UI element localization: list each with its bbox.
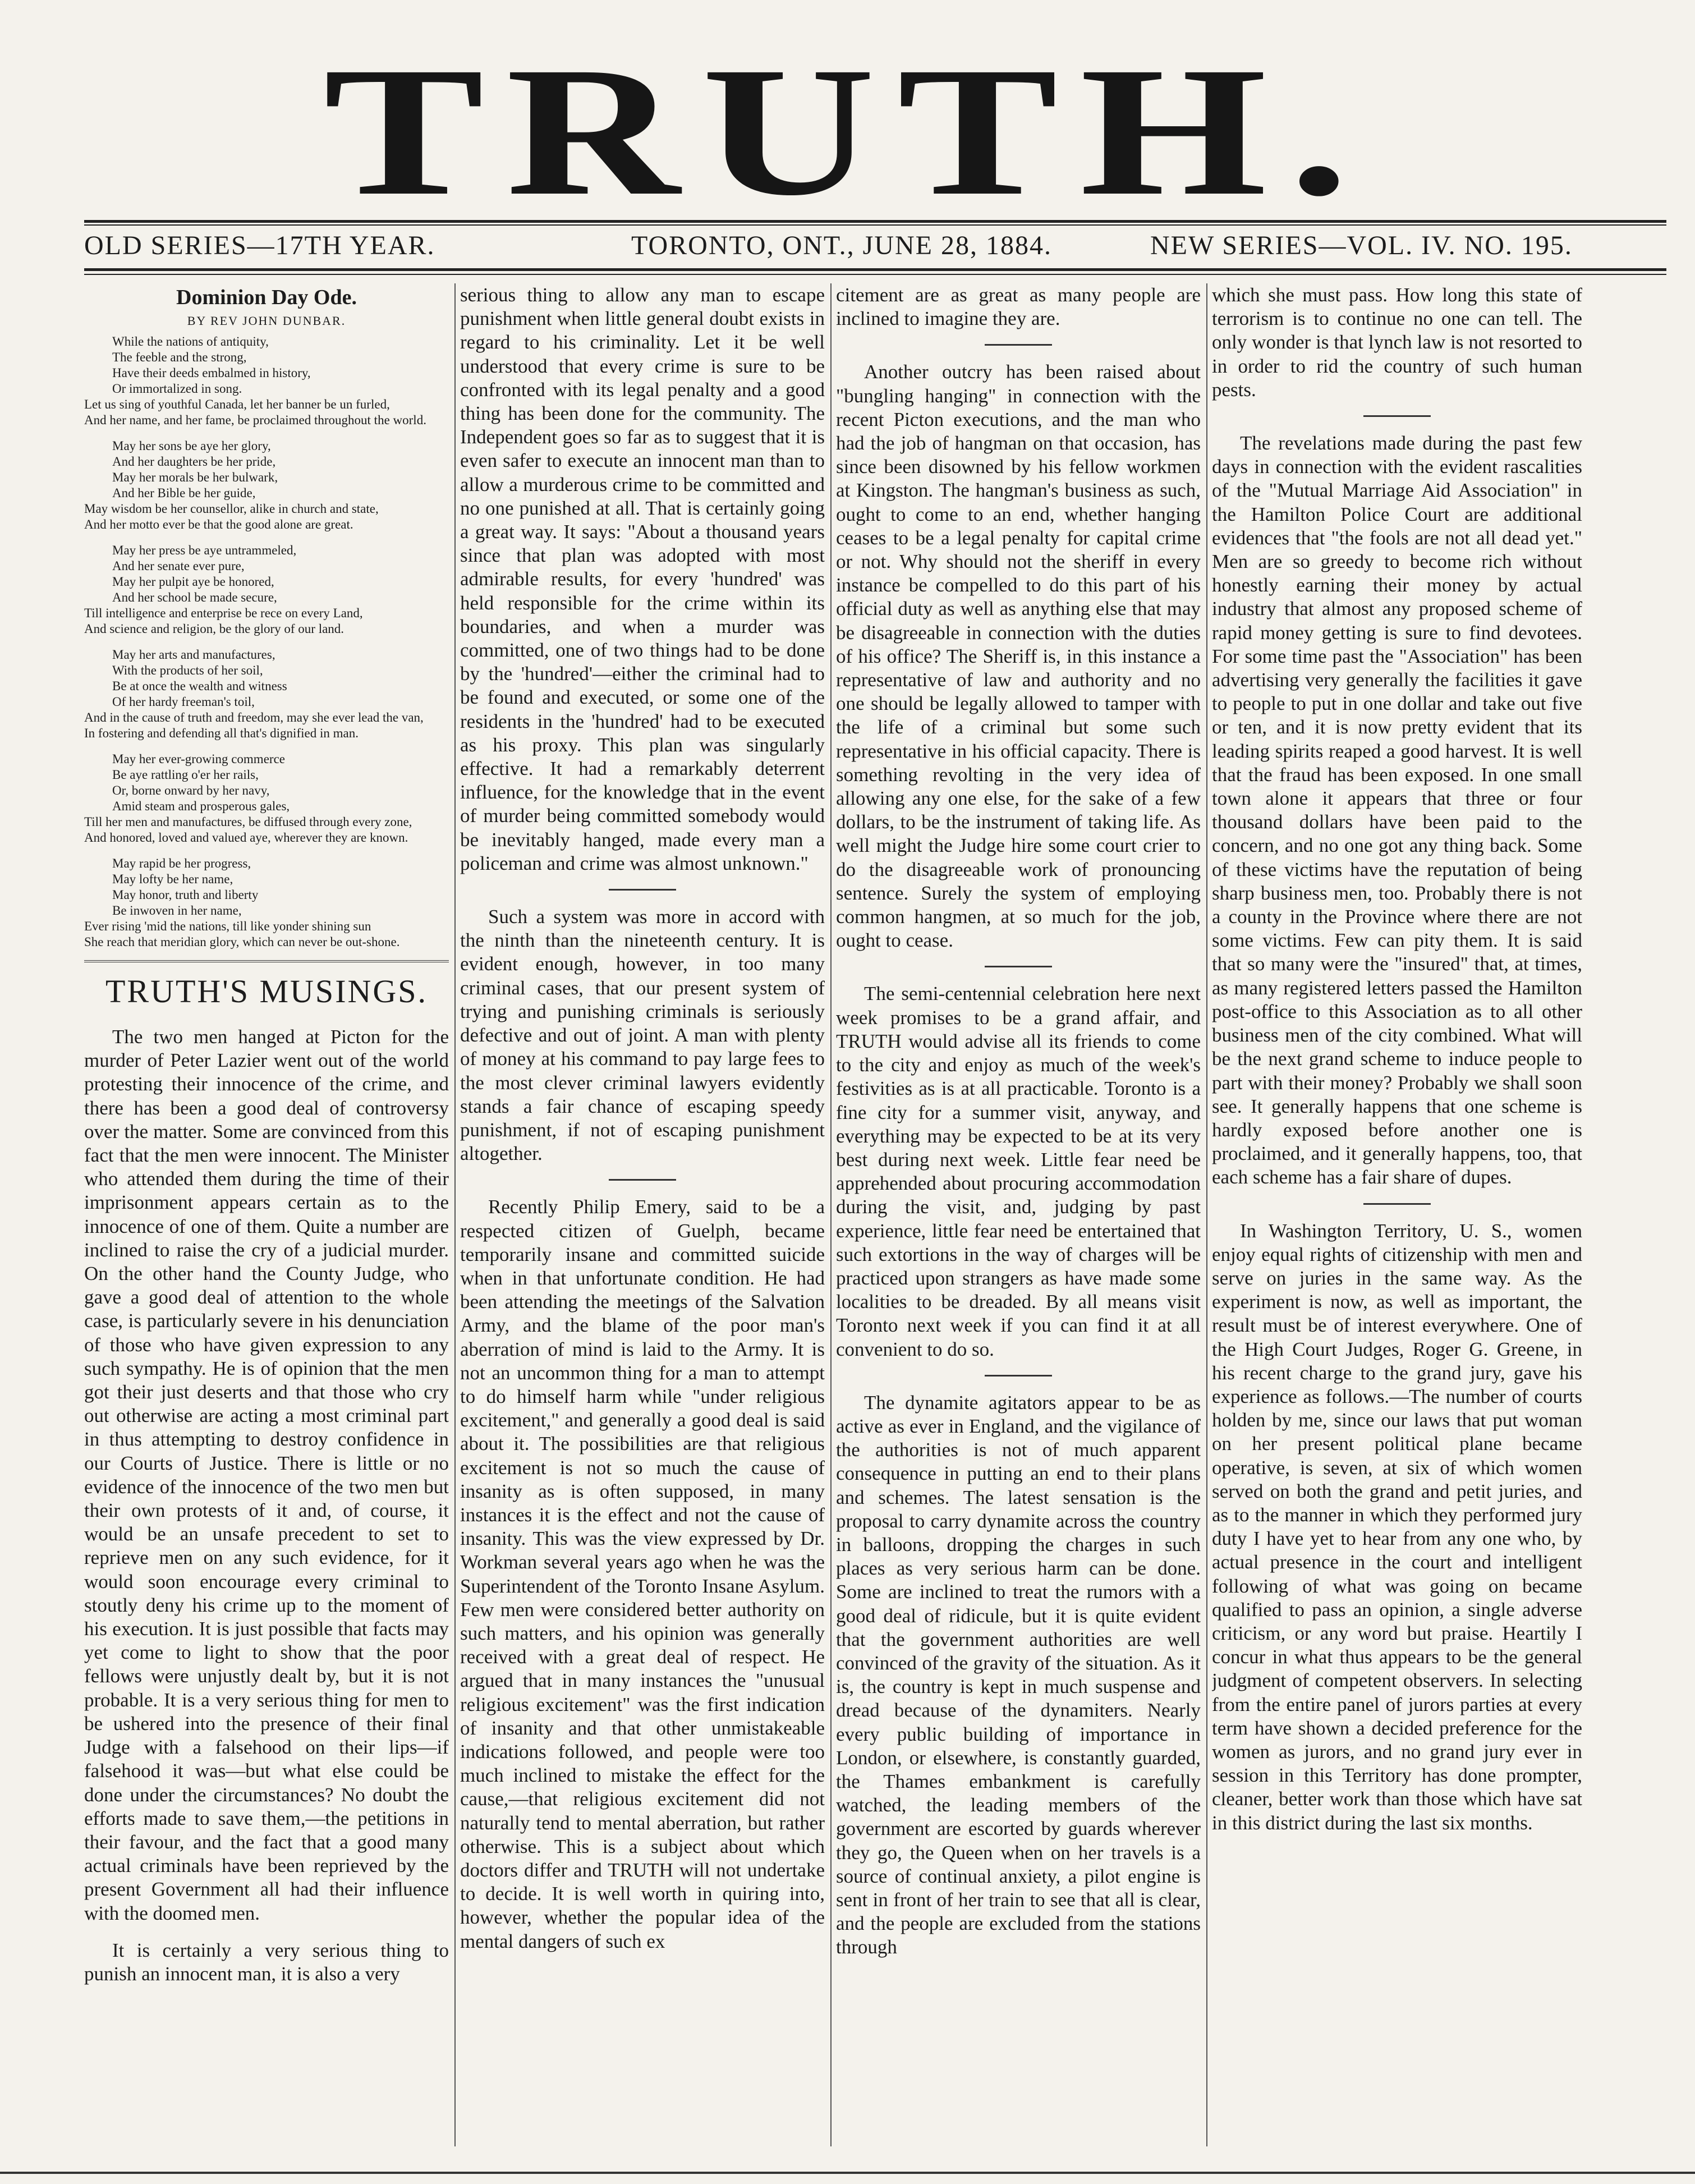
poem-line: While the nations of antiquity, — [112, 334, 269, 348]
poem-stanza — [84, 751, 449, 846]
poem-line: The feeble and the strong, — [112, 350, 247, 364]
article-paragraph: The dynamite agitators appear to be as active as ever in England, and the vigilance of the authorities is not of much apparent consequence in putting an end to their plans and schemes. The latest sensation is the proposal to carry dynamite across the country in balloons, dropping the charges in such places as very serious harm can be done. Some are inclined to treat the rumors with a good deal of ridicule, but it is quite evident that the government authorities are well convinced of the gravity of the situation. As it is, the country is kept in much suspense and dread because of the dynamiters. Nearly every public building of importance in London, or elsewhere, is constantly guarded, the Thames embankment is carefully watched, the leading members of the government are escorted by guards wherever they go, the Queen when on her travels is a source of continual anxiety, a pilot engine is sent in front of her train to see that all is clear, and the people are excluded from the stations through — [836, 1391, 1201, 1958]
poem-line: May her arts and manufactures, — [112, 648, 275, 662]
poem-line: May her ever-growing commerce — [112, 752, 285, 766]
masthead-rule-top-thin — [84, 224, 1666, 226]
poem — [84, 283, 449, 950]
poem-line: Be inwoven in her name, — [112, 903, 242, 917]
article-paragraph: Recently Philip Emery, said to be a respected citizen of Guelph, became temporarily insane and committed suicide when in that unfortunate condition. He had been attending the meetings of the Salvation Army, and the blame of the poor man's aberration of mind is laid to the Army. It is not an uncommon thing for a man to attempt to do himself harm while "under religious excitement," and generally a good deal is said about it. The possibilities are that religious excitement is not so much the cause of insanity as is often supposed, in many instances it is the effect and not the cause of insanity. This was the view expressed by Dr. Workman several years ago when he was the Superintendent of the Toronto Insane Asylum. Few men were considered better authority on such matters, and his opinion was generally received with a great deal of respect. He argued that in many instances the "unusual religious excitement" was the first indication of insanity and that other unmistakeable indications followed, and people were too much inclined to mistake the effect for the cause,—that religious excitement did not naturally tend to mental aberration, but rather otherwise. This is a subject about which doctors differ and TRUTH will not undertake to decide. It is well worth in quiring into, however, whether the popular idea of the mental dangers of such ex — [460, 1196, 825, 1952]
paragraph-separator — [985, 1375, 1052, 1377]
poem-line: Or, borne onward by her navy, — [112, 783, 270, 797]
paragraph-separator — [985, 344, 1052, 346]
article-paragraph: Another outcry has been raised about "bungling hanging" in connection with the recent Picton executions, and the man who had the job of hangman on that occasion, has since been disowned by his fellow workmen at Kingston. The hangman's business as such, ought to come to an end, whether hanging ceases to be a legal penalty for capital crime or not. Why should not the sheriff in every instance be compelled to do this part of his official duty as well as anything else that may be disagreeable in connection with the duties of his office? The Sheriff is, in this instance a representative of law and authority and no one should be legally allowed to tamper with the life of a criminal but some such representative in his official capacity. There is something revolting in the very idea of allowing any one else, for the sake of a few dollars, to be the instrument of taking life. As well might the Judge hire some court crier to do the disagreeable work of pronouncing sentence. Surely the system of employing common hangmen, at so much for the job, ought to cease. — [836, 361, 1201, 952]
poem-line: Of her hardy freeman's toil, — [112, 695, 255, 709]
article-paragraph: The revelations made during the past few days in connection with the evident rascalities of the "Mutual Marriage Aid Association" in the Hamilton Police Court are additional evidences that "the fools are not all dead yet." Men are so greedy to become rich without honestly earning their money by actual industry that almost any proposed scheme of rapid money getting is sure to find devotees. For some time past the "Association" has been advertising very generally the facilities it gave to people to put in one dollar and take out five or ten, and it is now pretty evident that its leading spirits reaped a good harvest. It is well that the fraud has been exposed. In one small town alone it appears that three or four thousand dollars have been paid to the concern, and no one got any thing back. Some of these victims have the reputation of being sharp business men, too. Probably there is not a county in the Province where there are not some victims. Few can pity them. It is said that so many were the "insured" that, at times, as many registered letters passed the Hamilton post-office to this Association as to all other business men of the city combined. What will be the next grand scheme to induce people to part with their money? Probably we shall soon see. It generally happens that one scheme is hardly exposed before another one is proclaimed, and it generally happens, too, that each scheme has a fair share of dupes. — [1212, 432, 1582, 1189]
poem-line: May rapid be her progress, — [112, 856, 251, 870]
paragraph-separator — [1363, 1203, 1431, 1205]
poem-line: And her daughters be her pride, — [112, 455, 276, 469]
poem-line: And her school be made secure, — [112, 590, 277, 604]
paragraph-separator — [609, 1179, 676, 1181]
poem-line: Be aye rattling o'er her rails, — [112, 768, 259, 782]
poem-line: And her motto ever be that the good alone are great. — [84, 517, 353, 531]
poem-line: May lofty be her name, — [112, 872, 233, 886]
poem-line: And in the cause of truth and freedom, may she ever lead the van, — [84, 710, 424, 724]
article-paragraph: Such a system was more in accord with the ninth than the nineteenth century. It is evident enough, however, in too many criminal cases, that our present system of trying and punishing criminals is seriously defective and out of joint. A man with plenty of money at his command to pay large fees to the most clever criminal lawyers evidently stands a fair chance of escaping speedy punishment, if not of escaping punishment altogether. — [460, 906, 825, 1165]
article-paragraph: In Washington Territory, U. S., women enjoy equal rights of citizenship with men and serve on juries in the same way. As the experiment is now, as well as important, the result must be of interest everywhere. One of the High Court Judges, Roger G. Greene, in his recent charge to the grand jury, gave his experience as follows.—The number of courts holden by me, since our laws that put woman on her present political plane became operative, is seven, at six of which women served on both the grand and petit juries, and as to the manner in which they performed jury duty I have yet to hear from any one who, by actual presence in the court and intelligent following of what was going on became qualified to pass an opinion, a single adverse criticism, or any word but praise. Heartily I concur in what thus appears to be the general judgment of competent observers. In selecting from the entire panel of jurors parties at every term have shown a decided preference for the women as jurors, and no grand jury ever in session in this Territory has done prompter, cleaner, better work than those which have sat in this district during the last six months. — [1212, 1219, 1582, 1834]
poem-line: May her sons be aye her glory, — [112, 439, 271, 453]
poem-line: May her press be aye untrammeled, — [112, 543, 297, 557]
section-heading-musings: TRUTH'S MUSINGS. — [84, 960, 449, 1014]
paragraph-separator — [609, 889, 676, 891]
poem-line: With the products of her soil, — [112, 663, 263, 677]
column-4 — [1212, 283, 1582, 2152]
paragraph-separator — [1363, 415, 1431, 417]
poem-title: Dominion Day Ode. — [176, 286, 357, 309]
poem-line: May her pulpit aye be honored, — [112, 575, 274, 589]
poem-line: Till her men and manufactures, be diffused through every zone, — [84, 815, 412, 829]
poem-line: Ever rising 'mid the nations, till like yonder shining sun — [84, 919, 371, 933]
column-1 — [84, 283, 449, 2152]
paragraph-separator — [985, 966, 1052, 967]
poem-line: And honored, loved and valued aye, wherever they are known. — [84, 831, 408, 845]
column-divider — [830, 283, 832, 2146]
page-bottom-rule — [0, 2172, 1695, 2174]
poem-line: May wisdom be her counsellor, alike in church and state, — [84, 502, 379, 516]
poem-stanza — [84, 856, 449, 950]
dateline-rule-bottom — [84, 268, 1666, 271]
masthead-title: TRUTH. — [323, 29, 1371, 234]
dateline-old-series: OLD SERIES—17TH YEAR. — [84, 231, 435, 260]
poem-stanza — [84, 334, 449, 428]
poem-stanza — [84, 438, 449, 533]
poem-line: Let us sing of youthful Canada, let her banner be un furled, — [84, 397, 390, 411]
poem-line: May her morals be her bulwark, — [112, 470, 278, 484]
article-paragraph: The semi-centennial celebration here next week promises to be a grand affair, and TRUTH would advise all its friends to come to the city and enjoy as much of the week's festivities as is at all practicable. Toronto is a fine city for a summer visit, anyway, and everything may be expected to be at its very best during next week. Little fear need be apprehended about procuring accommodation during the visit, and, judging by past experience, little fear need be entertained that such extortions in the way of charges will be practiced upon strangers as have made some localities to be dreaded. By all means visit Toronto next week if you can find it at all convenient to do so. — [836, 983, 1201, 1360]
poem-line: In fostering and defending all that's dignified in man. — [84, 726, 359, 740]
poem-line: May honor, truth and liberty — [112, 888, 259, 902]
column-divider — [1206, 283, 1207, 2146]
masthead-rule-top — [84, 220, 1666, 223]
poem-line: And her senate ever pure, — [112, 559, 245, 573]
poem-line: She reach that meridian glory, which can never be out-shone. — [84, 935, 400, 949]
poem-stanza — [84, 543, 449, 637]
column-divider — [454, 283, 456, 2146]
dateline — [84, 229, 1666, 263]
column-3 — [836, 283, 1201, 2152]
dateline-place-date: TORONTO, ONT., JUNE 28, 1884. — [631, 231, 1052, 260]
dateline-rule-bottom-thin — [84, 274, 1666, 275]
article-paragraph: serious thing to allow any man to escape punishment when little general doubt exists in regard to his criminality. Let it be well understood that every crime is sure to be confronted with its legal penalty and a good thing has been done for the community. The Independent goes so far as to suggest that it is even safer to execute an innocent man than to allow a murderous crime to be committed and no one punished at all. That is certainly going a great way. It says: "About a thousand years since that plan was adopted with most admirable results, for every 'hundred' was held responsible for the crime within its boundaries, and when a murder was committed, one of two things had to be done by the 'hundred'—either the criminal had to be found and executed, or some one of the residents in the 'hundred' had to be executed as his proxy. This plan was singularly effective. It had a remarkably deterrent influence, for the knowledge that in the event of murder being committed somebody would be inevitably hanged, made every man a policeman and crime was almost unknown." — [460, 284, 825, 874]
article-paragraph: citement are as great as many people are inclined to imagine they are. — [836, 284, 1201, 330]
poem-line: Till intelligence and enterprise be rece on every Land, — [84, 606, 363, 620]
column-2 — [460, 283, 825, 2152]
poem-line: And science and religion, be the glory of our land. — [84, 622, 344, 636]
dateline-new-series: NEW SERIES—VOL. IV. NO. 195. — [1150, 231, 1573, 260]
poem-line: And her name, and her fame, be proclaimed throughout the world. — [84, 413, 426, 427]
poem-line: Or immortalized in song. — [112, 382, 242, 396]
poem-line: Have their deeds embalmed in history, — [112, 366, 311, 380]
poem-author: BY REV JOHN DUNBAR. — [187, 314, 346, 328]
poem-stanza — [84, 647, 449, 741]
poem-line: Be at once the wealth and witness — [112, 679, 287, 693]
article-paragraph: which she must pass. How long this state of terrorism is to continue no one can tell. The only wonder is that lynch law is not resorted to in order to rid the country of such human pests. — [1212, 284, 1582, 401]
poem-line: And her Bible be her guide, — [112, 486, 256, 500]
poem-line: Amid steam and prosperous gales, — [112, 799, 290, 813]
article-paragraph: It is certainly a very serious thing to punish an innocent man, it is also a very — [84, 1939, 449, 1985]
article-paragraph: The two men hanged at Picton for the murder of Peter Lazier went out of the world protesting their innocence of the crime, and there has been a good deal of controversy over the matter. Some are convinced from this fact that the men were innocent. The Minister who attended them during the time of their imprisonment appears certain as to the innocence of one of them. Quite a number are inclined to raise the cry of a judicial murder. On the other hand the County Judge, who gave a good deal of attention to the whole case, is particularly severe in his denunciation of those who have given expression to any such sympathy. He is of opinion that the men got their just deserts and that those who cry out otherwise are acting a most criminal part in thus attempting to destroy confidence in our Courts of Justice. There is little or no evidence of the innocence of the two men but their own protests of it and, of course, it would be an unsafe precedent to set to reprieve men on any such evidence, for it would soon encourage every criminal to stoutly deny his crime up to the moment of his execution. It is just possible that facts may yet come to light to show that the poor fellows were unjustly dealt by, but it is not probable. It is a very serious thing for men to be ushered into the presence of their final Judge with a falsehood on their lips—if falsehood it was—but what else could be done under the circumstances? No doubt the efforts made to save them,—the petitions in their favour, and the fact that a good many actual criminals have been reprieved by the present Government all had their influence with the doomed men. — [84, 1026, 449, 1924]
